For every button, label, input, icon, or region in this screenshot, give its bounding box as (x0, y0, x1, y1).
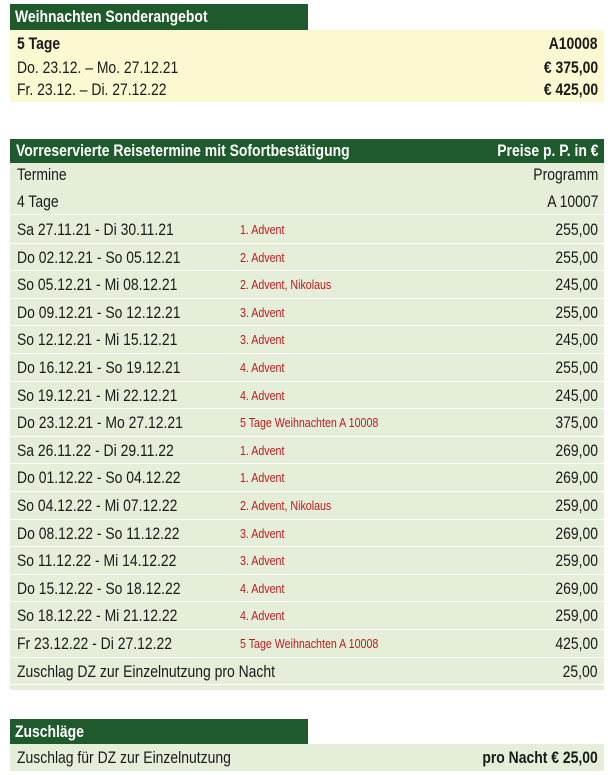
row-price: 375,00 (555, 413, 598, 433)
row-dates: Do 08.12.22 - So 11.12.22 (17, 523, 180, 543)
table-row (10, 437, 604, 465)
table-row (10, 492, 604, 520)
row-note: 4. Advent (240, 387, 285, 403)
row-price: 245,00 (555, 385, 598, 405)
schedule-program-code: A 10007 (546, 192, 598, 211)
table-row (10, 575, 604, 603)
schedule-header-title: Vorreservierte Reisetermine mit Sofortbestätigung (16, 141, 350, 160)
row-note: 4. Advent (240, 580, 285, 596)
row-dates: So 11.12.22 - Mi 14.12.22 (17, 551, 177, 571)
table-row (10, 299, 604, 327)
column-programm: Programm (532, 165, 598, 184)
row-dates: Do 15.12.22 - So 18.12.22 (17, 578, 181, 598)
table-row (10, 244, 604, 272)
row-dates: Do 16.12.21 - So 19.12.21 (17, 358, 181, 377)
schedule-subheader (10, 189, 604, 215)
special-offer-row (10, 56, 604, 80)
row-note: 3. Advent (240, 332, 285, 348)
column-termine: Termine (17, 165, 67, 184)
row-dates: So 05.12.21 - Mi 08.12.21 (17, 275, 178, 295)
row-note: 2. Advent (240, 249, 285, 265)
special-offer-row (10, 78, 604, 102)
row-dates: Zuschlag DZ zur Einzelnutzung pro Nacht (17, 661, 276, 681)
special-offer-dates: Fr. 23.12. – Di. 27.12.22 (17, 80, 167, 99)
surcharges-row (10, 744, 604, 771)
row-price: 259,00 (555, 606, 598, 626)
table-row (10, 409, 604, 437)
row-price: 255,00 (555, 220, 598, 239)
surcharges-label: Zuschlag für DZ zur Einzelnutzung (17, 748, 231, 767)
row-note: 5 Tage Weihnachten A 10008 (240, 415, 379, 431)
row-price: 269,00 (555, 523, 598, 543)
row-dates: Sa 27.11.21 - Di 30.11.21 (17, 220, 174, 239)
row-dates: So 18.12.22 - Mi 21.12.22 (17, 606, 178, 626)
row-note: 1. Advent (240, 470, 285, 486)
row-note: 3. Advent (240, 525, 285, 541)
row-dates: Do 23.12.21 - Mo 27.12.21 (17, 413, 183, 433)
table-row (10, 658, 604, 686)
row-note: 1. Advent (240, 442, 285, 458)
special-offer-title: 5 Tage (17, 34, 61, 53)
special-offer-body (10, 30, 604, 102)
row-note: 5 Tage Weihnachten A 10008 (240, 636, 379, 651)
row-dates: Do 09.12.21 - So 12.12.21 (17, 302, 181, 322)
row-note: 1. Advent (240, 222, 285, 237)
schedule-duration: 4 Tage (17, 192, 59, 211)
schedule-column-headers (10, 163, 604, 187)
schedule-header-prices: Preise p. P. in € (496, 141, 598, 160)
row-price: 255,00 (555, 358, 598, 377)
row-price: 269,00 (555, 468, 598, 488)
special-offer-header (10, 4, 308, 30)
table-row (10, 602, 604, 630)
row-price: 245,00 (555, 275, 598, 295)
table-row (10, 630, 604, 658)
special-offer-section (10, 4, 604, 102)
table-row (10, 271, 604, 299)
row-dates: So 12.12.21 - Mi 15.12.21 (17, 330, 178, 350)
table-row (10, 547, 604, 575)
row-price: 269,00 (555, 578, 598, 598)
schedule-section (10, 139, 604, 690)
row-price: 255,00 (555, 302, 598, 322)
special-offer-header-text: Weihnachten Sonderangebot (15, 7, 208, 26)
row-dates: Fr 23.12.22 - Di 27.12.22 (17, 634, 172, 653)
row-note: 4. Advent (240, 360, 285, 375)
row-note: 4. Advent (240, 608, 285, 624)
row-price: 269,00 (555, 440, 598, 460)
special-offer-code: A10008 (549, 34, 598, 53)
row-dates: Do 02.12.21 - So 05.12.21 (17, 247, 181, 267)
table-row (10, 354, 604, 382)
surcharges-value: pro Nacht € 25,00 (482, 748, 598, 767)
surcharges-section (10, 719, 604, 771)
row-note: 2. Advent, Nikolaus (240, 498, 332, 513)
row-note: 3. Advent (240, 304, 285, 320)
row-price: 425,00 (555, 634, 598, 653)
row-price: 25,00 (563, 661, 598, 681)
table-row (10, 464, 604, 492)
schedule-table (10, 163, 604, 690)
special-offer-price: € 425,00 (543, 80, 598, 99)
special-offer-price: € 375,00 (543, 58, 598, 77)
row-dates: Sa 26.11.22 - Di 29.11.22 (17, 440, 174, 460)
surcharges-header-text: Zuschläge (15, 722, 84, 741)
special-offer-dates: Do. 23.12. – Mo. 27.12.21 (17, 58, 179, 77)
table-row (10, 382, 604, 410)
row-dates: So 19.12.21 - Mi 22.12.21 (17, 385, 178, 405)
schedule-header (10, 139, 604, 163)
row-note: 3. Advent (240, 553, 285, 569)
table-row (10, 520, 604, 548)
row-price: 255,00 (555, 247, 598, 267)
row-price: 259,00 (555, 496, 598, 515)
row-note: 2. Advent, Nikolaus (240, 277, 332, 293)
special-offer-title-row (10, 32, 604, 56)
row-price: 245,00 (555, 330, 598, 350)
row-dates: Do 01.12.22 - So 04.12.22 (17, 468, 181, 488)
table-row (10, 216, 604, 244)
row-dates: So 04.12.22 - Mi 07.12.22 (17, 496, 178, 515)
table-row (10, 326, 604, 354)
row-price: 259,00 (555, 551, 598, 571)
surcharges-header (10, 719, 308, 744)
